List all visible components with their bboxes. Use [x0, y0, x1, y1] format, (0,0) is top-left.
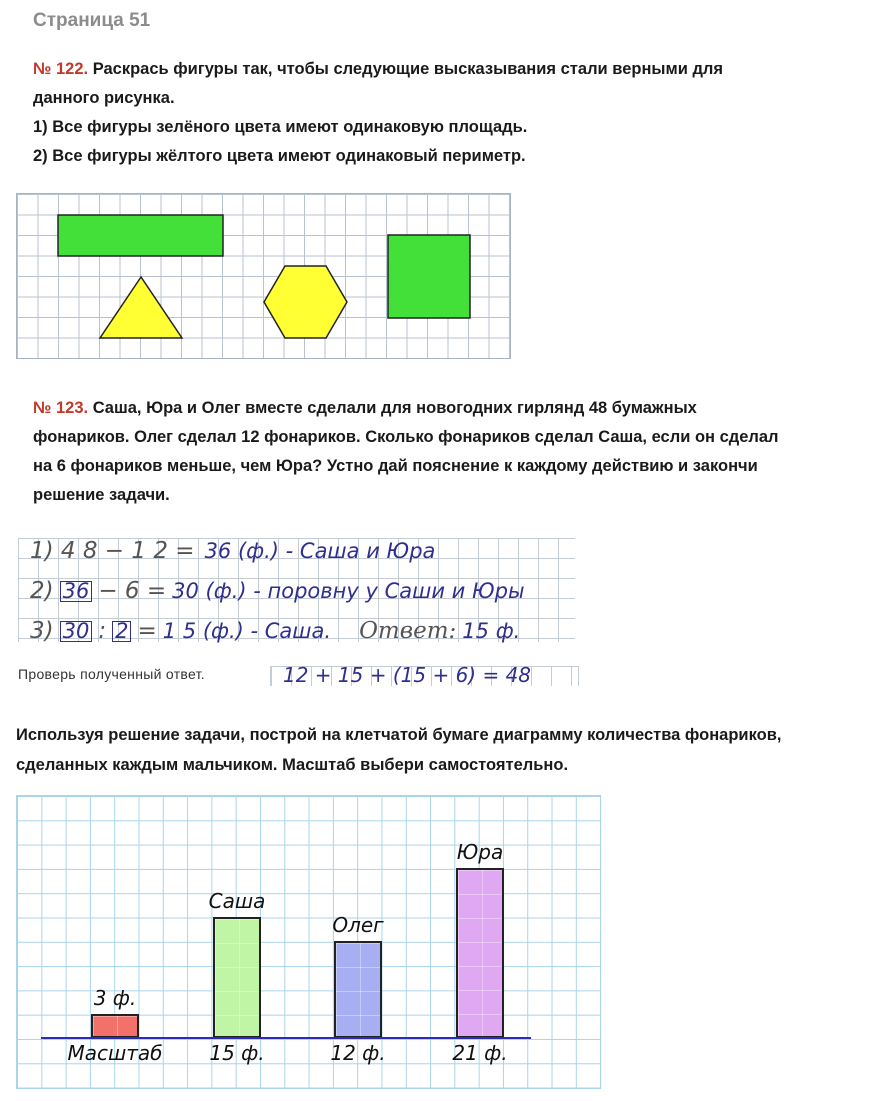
diagram-intro-line-2: сделанных каждым мальчиком. Масштаб выбери самостоятельно. [16, 756, 569, 774]
bar-bottom-label-3: 12 ф. [330, 1041, 386, 1065]
task-123-number: № 123. [33, 399, 89, 417]
bar-2 [213, 917, 261, 1039]
solution-step-1 [30, 536, 435, 566]
bar-3 [334, 941, 382, 1038]
task-123-line-1 [33, 394, 697, 423]
bar-chart [16, 795, 601, 1089]
step-3-answer: 1 5 (ф.) - Саша. [162, 619, 332, 643]
shapes-svg [17, 194, 510, 358]
task-122-number: № 122. [33, 60, 89, 78]
task-122-text-1: Раскрась фигуры так, чтобы следующие высказывания стали верными для [92, 60, 724, 78]
task-123-line-3: на 6 фонариков меньше, чем Юра? Устно дай пояснение к каждому действию и закончи [33, 457, 758, 475]
step-3-number: 3) [30, 618, 54, 644]
answer-value: 15 ф. [462, 619, 521, 643]
chart-area [17, 796, 600, 1088]
task-123-text-1: Саша, Юра и Олег вместе сделали для новогодних гирлянд 48 бумажных [92, 399, 697, 417]
check-label: Проверь полученный ответ. [18, 666, 205, 682]
solution-step-3 [30, 616, 520, 646]
bar-top-label-3: Олег [332, 912, 384, 937]
step-1-expression: 1) 4 8 − 1 2 = [30, 538, 195, 564]
green-square [388, 235, 470, 318]
shapes-grid [16, 193, 511, 359]
task-122-statement-1: 1) Все фигуры зелёного цвета имеют одинаковую площадь. [33, 118, 528, 136]
solution-step-2 [30, 576, 525, 606]
answer-label: Ответ: [359, 618, 457, 644]
step-3-colon: : [98, 618, 107, 644]
green-rectangle [58, 215, 223, 256]
step-2-operation: − 6 = [98, 578, 167, 604]
step-1-answer: 36 (ф.) - Саша и Юра [204, 539, 436, 563]
step-3-box-2: 2 [112, 621, 131, 642]
bar-bottom-label-4: 21 ф. [452, 1041, 508, 1065]
diagram-intro-line-1: Используя решение задачи, построй на клетчатой бумаге диаграмму количества фонариков, [16, 726, 782, 744]
bar-bottom-label-2: 15 ф. [209, 1041, 265, 1065]
bar-top-label-1: 3 ф. [93, 985, 137, 1010]
task-123-line-4: решение задачи. [33, 486, 170, 504]
step-2-number: 2) [30, 578, 54, 604]
step-3-box-1: 30 [60, 621, 93, 642]
step-2-box: 36 [60, 581, 93, 602]
task-123-line-2: фонариков. Олег сделал 12 фонариков. Сколько фонариков сделал Саша, если он сделал [33, 428, 779, 446]
step-3-equals: = [137, 618, 157, 644]
task-122-statement-2: 2) Все фигуры жёлтого цвета имеют одинаковый периметр. [33, 147, 526, 165]
bar-bottom-label-1: Масштаб [67, 1041, 163, 1065]
yellow-triangle [100, 277, 182, 338]
bar-1 [91, 1014, 139, 1038]
task-122-line-2: данного рисунка. [33, 89, 175, 107]
bar-top-label-2: Саша [208, 888, 266, 913]
check-expression: 12 + 15 + (15 + 6) = 48 [283, 663, 532, 687]
baseline-axis [41, 1037, 531, 1039]
yellow-hexagon [264, 266, 347, 338]
bar-top-label-4: Юра [456, 839, 504, 864]
page-title: Страница 51 [33, 10, 151, 31]
step-2-answer: 30 (ф.) - поровну у Саши и Юры [172, 579, 525, 603]
task-122-line-1 [33, 55, 723, 84]
bar-4 [456, 868, 504, 1038]
